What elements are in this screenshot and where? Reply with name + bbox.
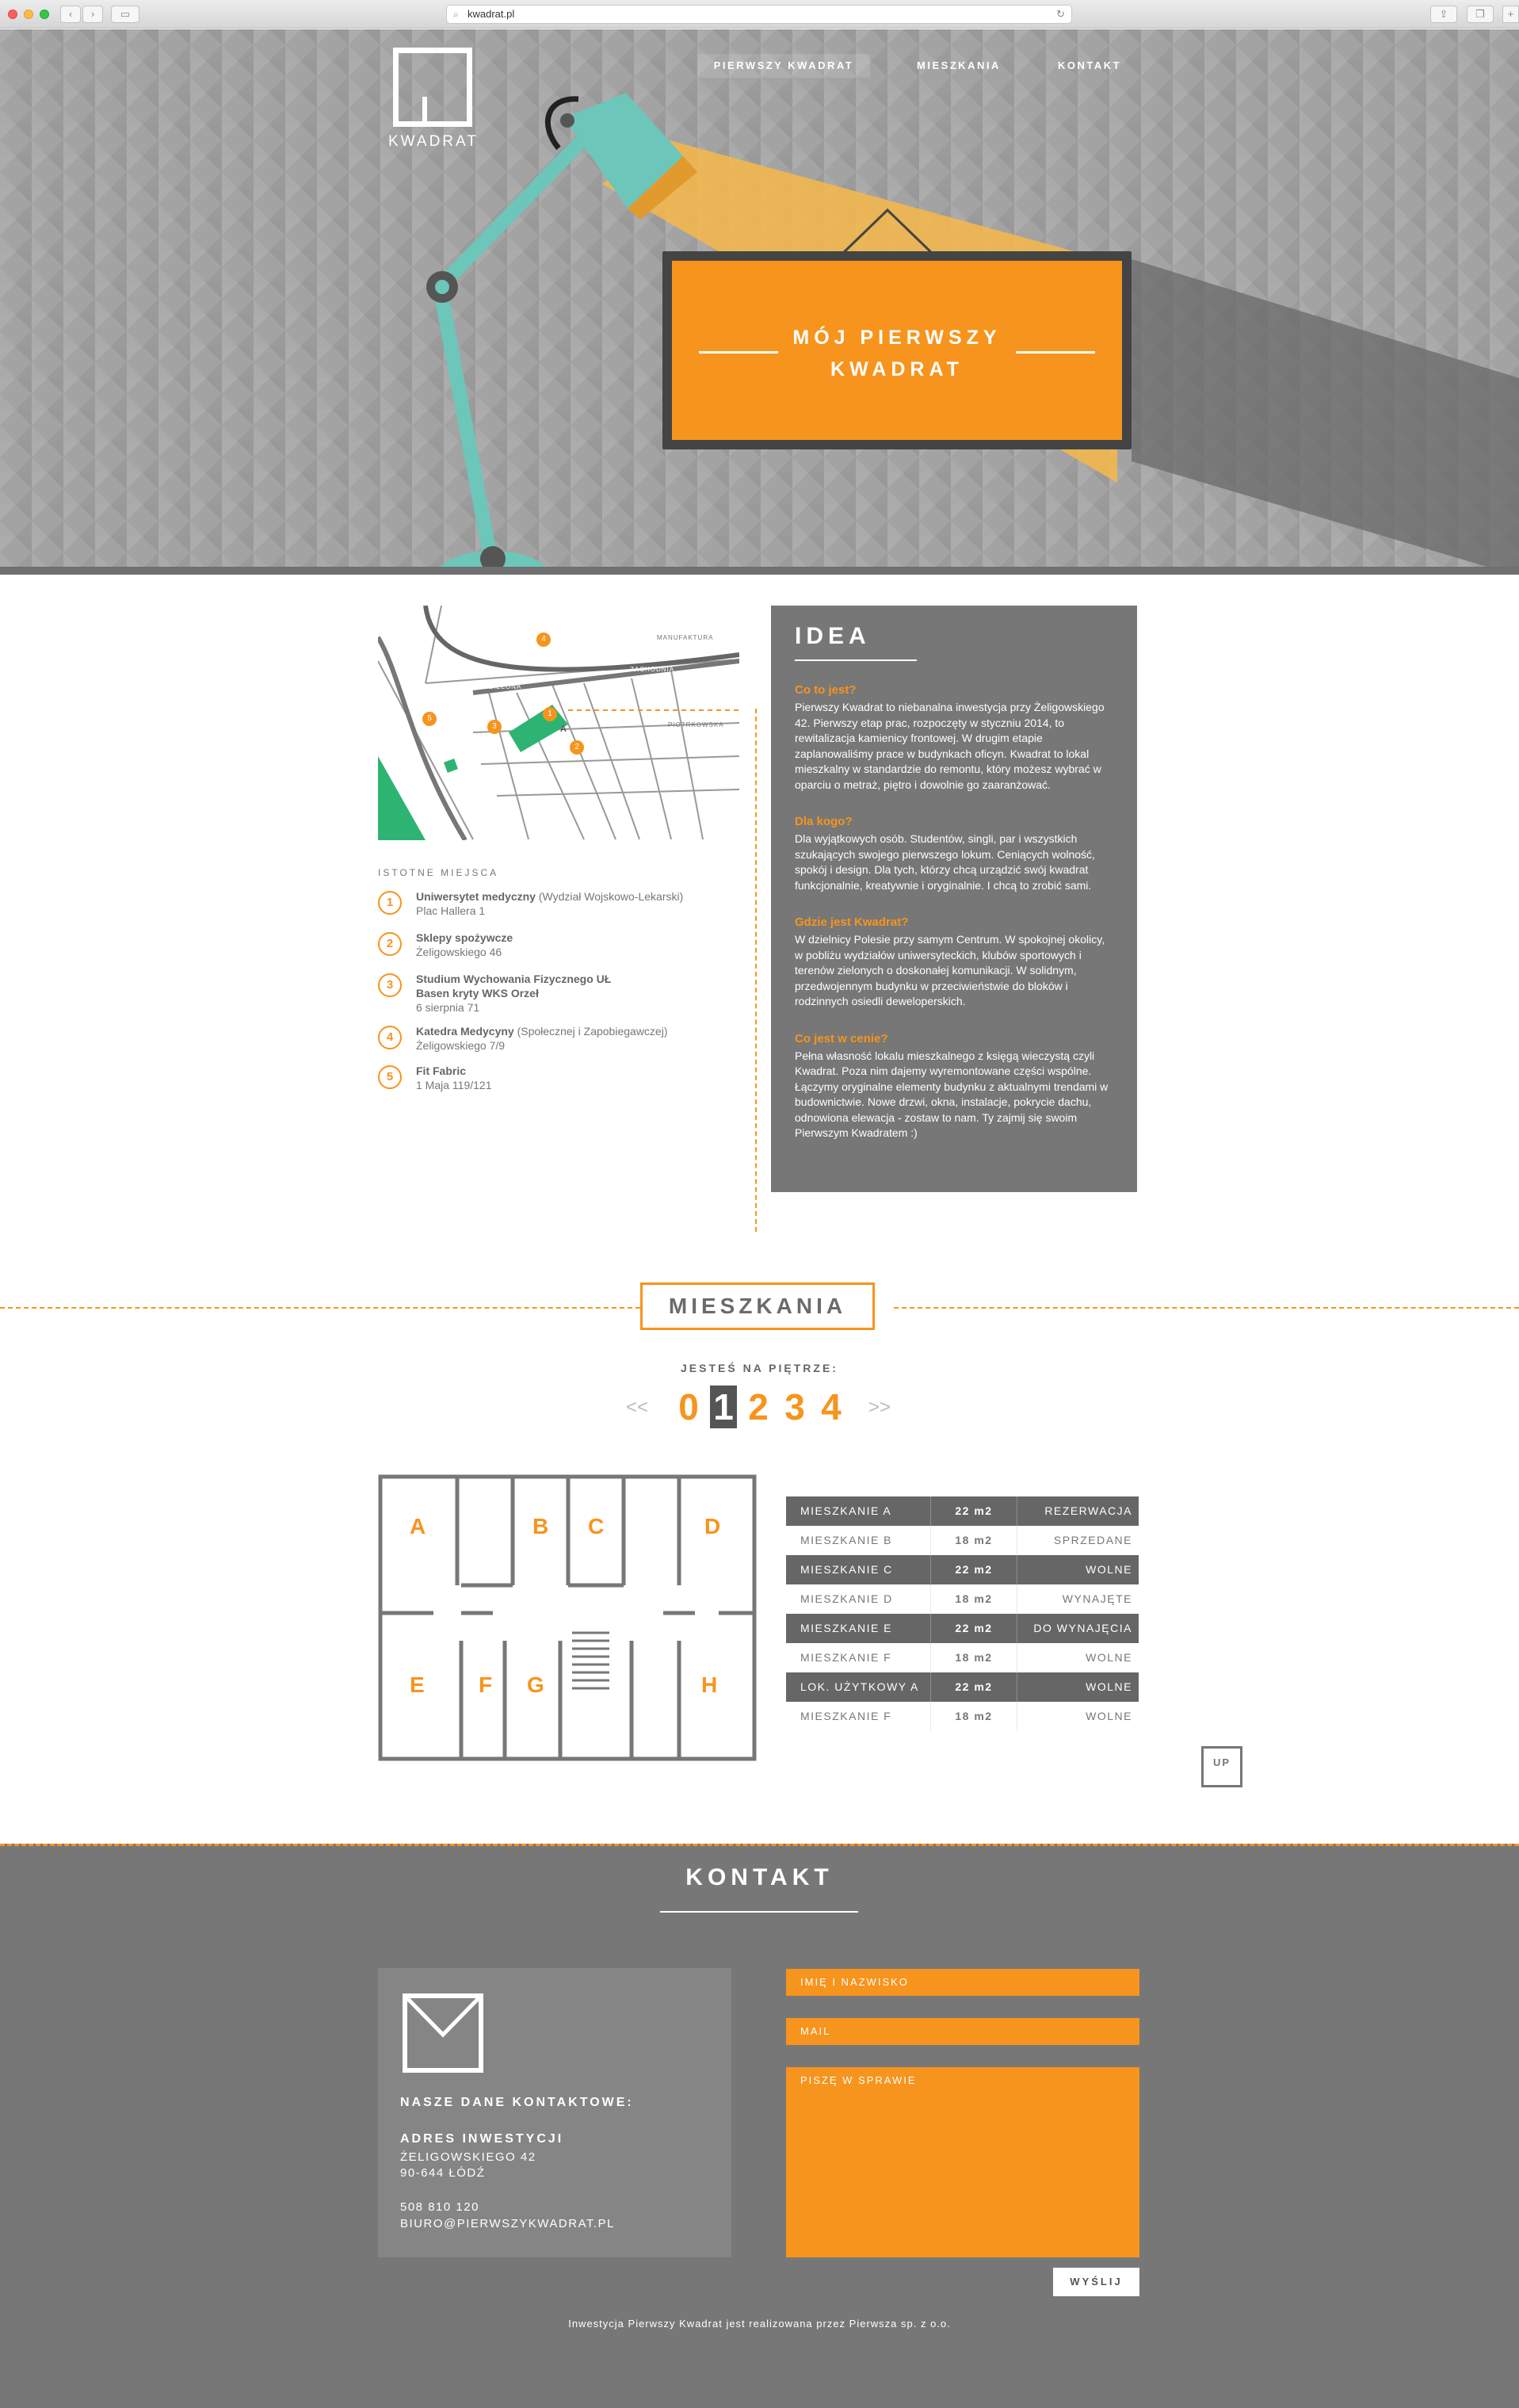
minimize-window-button[interactable] [24,10,33,19]
idea-answer: Dla wyjątkowych osób. Studentów, singli, par i wszystkich szukających swojego pierwszego lokum. Ceniących wolność, spokój i design. Dla tych, którzy chcą urządzić swój kwadrat funkcjonalnie, kreatywnie i oryginalnie. I chcą to zrobić sami. [795,832,1095,892]
map-marker-4[interactable]: 4 [536,633,551,647]
share-button[interactable]: ⇪ [1430,6,1457,23]
apartment-name: MIESZKANIE D [800,1592,893,1605]
nav-mieszkania[interactable]: MIESZKANIA [917,59,1001,71]
place-address: 6 sierpnia 71 [416,1001,480,1014]
floor-plan-graphic [378,1474,757,1761]
map-marker-5[interactable]: 5 [422,712,437,726]
idea-title: IDEA [795,623,917,661]
place-name: Sklepy spożywcze [416,931,513,944]
logo-text[interactable]: KWADRAT [388,133,479,150]
prev-floor-button[interactable]: << [626,1397,649,1418]
apartment-status: DO WYNAJĘCIA [1033,1622,1132,1634]
idea-question: Co jest w cenie? [795,1031,888,1045]
place-name: Uniwersytet medyczny [416,890,536,903]
apartment-area: 22 m2 [930,1614,1017,1643]
apartment-area: 22 m2 [930,1496,1017,1526]
idea-panel [771,606,1137,1192]
apartment-area: 18 m2 [930,1584,1017,1614]
apartment-area: 18 m2 [930,1526,1017,1555]
map-label-manufaktura: MANUFAKTURA [657,634,714,641]
apartment-name: MIESZKANIE B [800,1534,893,1546]
apartment-d-label[interactable]: D [704,1514,721,1538]
floor-plan[interactable] [378,1474,757,1761]
idea-answer: Pierwszy Kwadrat to niebanalna inwestycja przy Żeligowskiego 42. Pierwszy etap prac, rozpoczęty w styczniu 2014, to rewitalizacja kamienicy frontowej. W drugim etapie zaplanowaliśmy prace w budynkach oficyn. Kwadrat to lokal mieszkalny w standardzie do remontu, który możesz wybrać w oparciu o metraż, piętro i dowolnie go zaaranżować. [795,701,1105,791]
hero-banner [0,29,1519,575]
floor-selector [626,1386,895,1430]
place-address: Żeligowskiego 46 [416,946,502,958]
place-item-3 [378,972,742,1018]
mail-field[interactable]: MAIL [786,2018,1139,2045]
back-button[interactable]: ‹ [60,6,81,23]
apartment-b-label[interactable]: B [532,1514,549,1538]
address-city: 90-644 ŁÓDŹ [400,2166,486,2180]
apartment-status: WOLNE [1086,1651,1132,1664]
map-marker-1[interactable]: 1 [543,707,557,721]
location-map[interactable] [378,606,739,840]
apartment-area: 22 m2 [930,1672,1017,1702]
apartment-g-label[interactable]: G [527,1672,544,1697]
forward-button[interactable]: › [82,6,103,23]
kwadrat-logo-mark[interactable] [393,48,472,127]
place-item-2 [378,931,742,962]
hero-floor-line [0,567,1519,575]
nav-pierwszy-kwadrat[interactable]: PIERWSZY KWADRAT [697,54,870,78]
map-label-zielona: ZIELONA [489,683,522,690]
place-address: Żeligowskiego 7/9 [416,1039,506,1052]
apartment-a-label[interactable]: A [410,1514,426,1538]
map-pin-a[interactable]: A [560,724,567,734]
dashed-divider-right [894,1307,1519,1309]
address-street: ŻELIGOWSKIEGO 42 [400,2150,536,2164]
table-row[interactable] [786,1672,1139,1702]
browser-toolbar [0,0,1519,29]
place-number-badge: 1 [378,891,402,915]
apartment-e-label[interactable]: E [410,1672,425,1697]
place-address: Plac Hallera 1 [416,904,486,917]
place-name: Katedra Medycyny [416,1025,514,1038]
place-item-5 [378,1064,742,1095]
apartment-status: WYNAJĘTE [1062,1592,1132,1605]
mieszkania-title: MIESZKANIA [668,1294,847,1318]
close-window-button[interactable] [8,10,17,19]
apartment-area: 18 m2 [930,1643,1017,1672]
envelope-icon [403,1993,483,2073]
reload-icon[interactable]: ↻ [1056,8,1065,20]
idea-answer: Pełna własność lokalu mieszkalnego z księgą wieczystą czyli Kwadrat. Poza nim dajemy wyremontowane części wspólne. Łączymy oryginalne elementy budynku z aktualnymi trendami w budownictwie. Nowe drzwi, okna, instalacje, pokrycie dachu, odnowiona elewacja - zostaw to nam. Ty zajmij się swoim Pierwszym Kwadratem :) [795,1049,1109,1139]
apartment-status: WOLNE [1086,1563,1132,1576]
contact-heading: NASZE DANE KONTAKTOWE: [400,2096,634,2109]
apartment-name: MIESZKANIE F [800,1651,892,1664]
apartment-h-label[interactable]: H [701,1672,718,1697]
zoom-window-button[interactable] [40,10,49,19]
sidebar-toggle-button[interactable]: ▭ [111,6,139,23]
url-text: kwadrat.pl [468,8,515,20]
idea-question: Co to jest? [795,683,857,697]
floor-1-button[interactable]: 1 [710,1386,737,1428]
contact-title-underline [660,1911,858,1913]
apartment-name: MIESZKANIE E [800,1622,893,1634]
apartment-status: WOLNE [1086,1710,1132,1722]
hero-sign [662,251,1132,449]
table-row[interactable] [786,1584,1139,1614]
floor-0-button[interactable]: 0 [678,1386,699,1428]
table-row[interactable] [786,1526,1139,1555]
place-name: Fit Fabric [416,1064,467,1077]
place-address: 1 Maja 119/121 [416,1079,492,1091]
scroll-up-button[interactable]: UP [1201,1746,1242,1787]
new-tab-button[interactable]: + [1502,6,1519,23]
apartment-status: SPRZEDANE [1053,1534,1132,1546]
hero-sign-panel [672,261,1122,440]
apartment-name: MIESZKANIE F [800,1710,892,1722]
floor-3-button[interactable]: 3 [784,1386,805,1428]
apartment-name: LOK. UŻYTKOWY A [800,1680,919,1693]
name-field[interactable]: IMIĘ I NAZWISKO [786,1969,1139,1996]
table-row[interactable] [786,1702,1139,1731]
idea-question: Dla kogo? [795,815,853,828]
apartments-table [786,1496,1139,1731]
place-number-badge: 3 [378,973,402,997]
send-button[interactable]: WYŚLIJ [1053,2268,1139,2296]
dashed-divider-left [0,1307,640,1309]
table-row[interactable] [786,1496,1139,1526]
table-row[interactable] [786,1555,1139,1584]
nav-kontakt[interactable]: KONTAKT [1057,59,1122,71]
address-bar[interactable] [446,5,1072,24]
hero-title-line1: MÓJ PIERWSZY [792,327,1002,349]
map-marker-3[interactable]: 3 [487,720,502,734]
place-subname: Basen kryty WKS Orzeł [416,987,539,1000]
tabs-button[interactable]: ❐ [1467,6,1494,23]
map-label-zachodnia: ZACHODNIA [630,666,675,673]
hero-title [672,322,1122,385]
place-extra: (Wydział Wojskowo-Lekarski) [535,890,684,903]
footer-text: Inwestycja Pierwszy Kwadrat jest realizowana przez Pierwsza sp. z o.o. [568,2318,951,2330]
address-title: ADRES INWESTYCJI [400,2132,564,2146]
places-title: ISTOTNE MIEJSCA [378,867,499,878]
apartment-area: 22 m2 [930,1555,1017,1584]
place-number-badge: 5 [378,1065,402,1089]
floor-4-button[interactable]: 4 [821,1386,842,1428]
contact-email[interactable]: BIURO@PIERWSZYKWADRAT.PL [400,2217,615,2230]
apartment-f-label[interactable]: F [479,1672,493,1697]
apartment-area: 18 m2 [930,1702,1017,1731]
apartment-name: MIESZKANIE C [800,1563,893,1576]
search-icon: ⌕ [453,9,459,20]
place-extra: (Społecznej i Zapobiegawczej) [513,1025,668,1038]
dashed-divider-vertical [755,709,757,1232]
place-number-badge: 4 [378,1026,402,1049]
contact-title: KONTAKT [685,1864,834,1890]
apartment-name: MIESZKANIE A [800,1504,892,1517]
map-label-piotrkowska: PIOTRKOWSKA [668,721,724,728]
map-marker-2[interactable]: 2 [570,740,584,755]
contact-phone[interactable]: 508 810 120 [400,2200,479,2214]
table-row[interactable] [786,1614,1139,1643]
place-item-4 [378,1024,742,1056]
apartment-c-label[interactable]: C [588,1514,605,1538]
sign-shadow [1132,259,1519,575]
message-textarea[interactable]: PISZĘ W SPRAWIE [786,2067,1139,2257]
hero-title-line2: KWADRAT [830,358,964,380]
idea-answer: W dzielnicy Polesie przy samym Centrum. W spokojnej okolicy, w pobliżu wydziałów uniwersyteckich, klubów sportowych i terenów zielonych o doskonałej komunikacji. W solidnym, przedwojennym budynku w przeciwieństwie do bloków i rodzinnych osiedli deweloperskich. [795,933,1105,1007]
place-name: Studium Wychowania Fizycznego UŁ [416,973,612,985]
next-floor-button[interactable]: >> [868,1397,891,1418]
idea-question: Gdzie jest Kwadrat? [795,915,909,929]
floor-2-button[interactable]: 2 [748,1386,769,1428]
place-item-1 [378,889,742,921]
floor-label: JESTEŚ NA PIĘTRZE: [681,1362,838,1374]
apartment-status: WOLNE [1086,1680,1132,1693]
section-heading-box [640,1282,875,1330]
place-number-badge: 2 [378,932,402,956]
apartment-status: REZERWACJA [1044,1504,1132,1517]
table-row[interactable] [786,1643,1139,1672]
